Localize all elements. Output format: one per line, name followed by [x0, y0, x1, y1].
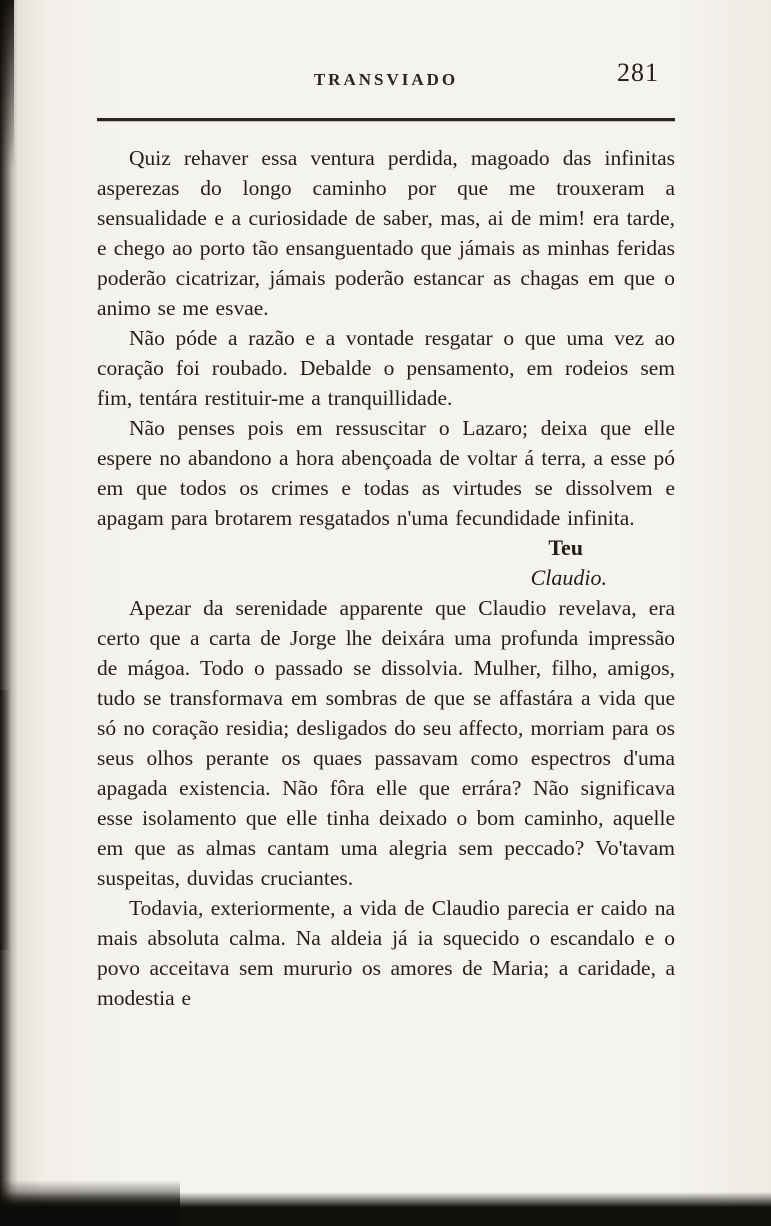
- binding-shadow-mid: [0, 690, 10, 950]
- paragraph: Não póde a razão e a vontade resgatar o que uma vez ao coração foi roubado. Debalde o pensamento, em rodeios sem fim, tentára restituir-me a tranquillidade.: [97, 326, 675, 410]
- page-content: [97, 58, 675, 1013]
- paragraph: Todavia, exteriormente, a vida de Claudio parecia er caido na mais absoluta calma. Na aldeia já ia squecido o escandalo e o povo acceitava sem mururio os amores de Maria; a caridade, a modestia e: [97, 896, 675, 1010]
- paragraph: Não penses pois em ressuscitar o Lazaro; deixa que elle espere no abandono a hora abençoada de voltar á terra, a esse pó em que todos os crimes e todas as virtudes se dissolvem e apagam para brotarem resgatados n'uma fecundidade infinita.: [97, 416, 675, 530]
- paragraph: Apezar da serenidade apparente que Claudio revelava, era certo que a carta de Jorge lhe deixára uma profunda impressão de mágoa. Todo o passado se dissolvia. Mulher, filho, amigos, tudo se transformava em sombras de que se affastára a vida que só no coração residia; desligados do seu affecto, morriam para os seus olhos perante os quaes passavam como espectros d'uma apagada existencia. Não fôra elle que errára? Não significava esse isolamento que elle tinha deixado o bom caminho, aquelle em que as almas cantam uma alegria sem peccado? Vo'tavam suspeitas, duvidas cruciantes.: [97, 596, 675, 890]
- body-text: [97, 143, 675, 1013]
- letter-closing: Teu: [548, 535, 583, 560]
- running-title: TRANSVIADO: [313, 70, 459, 89]
- paragraph: Quiz rehaver essa ventura perdida, magoado das infinitas asperezas do longo caminho por que me trouxeram a sensualidade e a curiosidade de saber, mas, ai de mim! era tarde, e chego ao porto tão ensanguentado que jámais as minhas feridas poderão cicatrizar, jámais poderão estancar as chagas em que o animo se me esvae.: [97, 146, 675, 320]
- scan-bottom-edge-left: [0, 1180, 180, 1226]
- header-rule: [97, 118, 675, 121]
- page-number: 281: [617, 58, 659, 87]
- letter-signature-name: Claudio.: [530, 565, 607, 590]
- page-header: [97, 58, 675, 102]
- book-binding-edge: [0, 0, 18, 1226]
- binding-shadow-top: [0, 0, 14, 170]
